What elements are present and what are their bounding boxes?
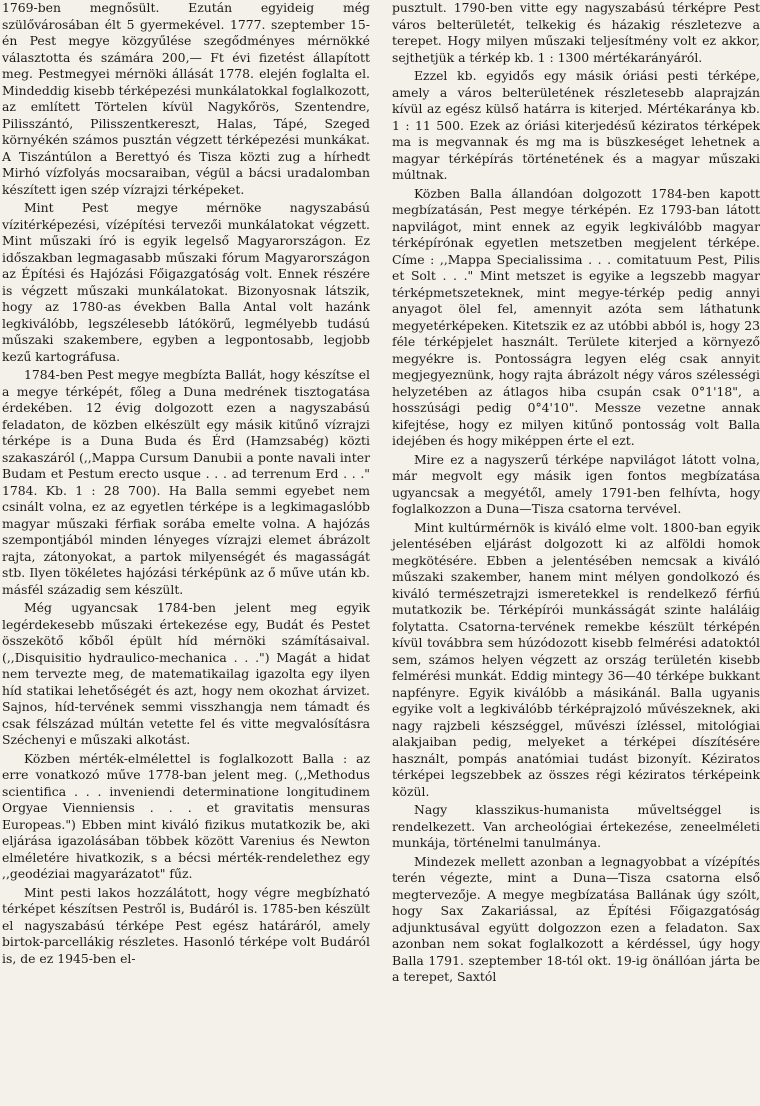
paragraph: Mire ez a nagyszerű térképe napvilágot látott volna, már megvolt egy másik igen fontos megbízatása ugyancsak a megyétől, amely 1791-ben felhívta, hogy foglalkozzon a Duna—Tisza csatorna tervével. <box>392 451 760 516</box>
paragraph: Mint pesti lakos hozzálátott, hogy végre megbízható térképet készítsen Pestről is, Budáról is. 1785-ben készült el nagyszabású térképe Pest egész határáról, amely birtok-parcellákig részletes. Hasonló térképe volt Budáról is, de ez 1945-ben el- <box>2 884 370 966</box>
paragraph: pusztult. 1790-ben vitte egy nagyszabású térképre Pest város belterületét, telkekig és házakig részletezve a terepet. Hogy milyen műszaki teljesítmény volt ez akkor, sejthetjük a térkép kb. 1 : 1300 mértékarányáról. <box>392 0 760 65</box>
paragraph: 1769-ben megnősült. Ezután egyideig még szülővárosában élt 5 gyermekével. 1777. szeptember 15-én Pest megye közgyűlése szegődményes mérnökké választotta és számára 200,— Ft évi fizetést állapított meg. Pestmegyei mérnöki állását 1778. elején foglalta el. Mindeddig kisebb térképezési munkálatokkal foglalkozott, az említett Törtelen kívül Nagykőrös, Szentendre, Pilisszántó, Pilisszentkereszt, Halas, Tápé, Szeged környékén számos pusztán végzett térképezési munkákat. A Tiszántúlon a Berettyó és Tisza közti zug a hírhedt Mirhó vízfolyás mocsaraiban, végül a bácsi uradalomban készített igen szép vízrajzi térképeket. <box>2 0 370 197</box>
paragraph: Mint kultúrmérnök is kiváló elme volt. 1800-ban egyik jelentésében eljárást dolgozott ki az alföldi homok megkötésére. Ebben a jelentésében nemcsak a kiváló műszaki szakember, hanem mint mélyen gondolkozó és kiváló természetrajzi ismeretekkel is rendelkező férfiú mutatkozik be. Térképírói munkásságát szinte haláláig folytatta. Csatorna-tervének remekbe készült térképén kívül továbbra sem húzódozott kisebb felmérési adatoktól sem, számos helyen végzett az ország területén kisebb felmérési munkát. Eddig mintegy 36—40 térképe bukkant napfényre. Egyik kiválóbb a másikánál. Balla ugyanis egyike volt a legkiválóbb térképrajzoló művészeknek, aki nagy rajzbeli készséggel, művészi ízléssel, mitológiai alakjaiban pedig, melyeket a térképei díszítésére használt, pompás anatómiai tudást bizonyít. Kéziratos térképei legszebbek az összes régi kéziratos térképeink közül. <box>392 519 760 799</box>
paragraph: Mint Pest megye mérnöke nagyszabású vízitérképezési, vízépítési tervezői munkálatokat végzett. Mint műszaki író is egyik legelső Magyarországon. Ez időszakban legmagasabb műszaki fórum Magyarországon az Építési és Hajózási Főigazgatóság volt. Ennek részére is végzett műszaki munkálatokat. Bizonyosnak látszik, hogy az 1780-as években Balla Antal volt hazánk legkiválóbb, legszélesebb látókörű, legmélyebb tudású műszaki szakembere, egyben a legpontosabb, legjobb kezű kartográfusa. <box>2 200 370 364</box>
paragraph: Közben mérték-elmélettel is foglalkozott Balla : az erre vonatkozó műve 1778-ban jelent meg. (,,Methodus scientifica . . . inveniendi determinatione longitudinem Orgyae Vienniensis . . . et gravitatis mensuras Europeas.") Ebben mint kiváló fizikus mutatkozik be, aki eljárása igazolásában többek között Varenius és Newton elméletére hivatkozik, s a bécsi mérték-rendelethez egy ,,geodéziai magyarázatot" fűz. <box>2 750 370 881</box>
paragraph: Közben Balla állandóan dolgozott 1784-ben kapott megbízatásán, Pest megye térképén. Ez 1793-ban látott napvilágot, mint ennek az egyik legkiválóbb magyar térképírónak egyetlen metszetben megjelent térképe. Címe : ,,Mappa Specialissima . . . comitatuum Pest, Pilis et Solt . . ." Mint metszet is egyike a legszebb magyar térképmetszeteknek, mint megye-térkép pedig annyi anyagot ölel fel, amennyit azóta sem láthatunk megyetérképeken. Kitetszik ez az utóbbi abból is, hogy 23 féle térképjelet használt. Területe kiterjed a környező megyékre is. Pontosságra legyen elég csak annyit megjegyeznünk, hogy rajta ábrázolt négy város szélességi helyzetében az átlagos hiba csupán csak 0°1'18", a hosszúsági pedig 0°4'10". Messze vezetne annak kifejtése, hogy ez milyen kitűnő pontosság volt Balla idejében és hogy miképpen érte el ezt. <box>392 185 760 448</box>
paragraph: 1784-ben Pest megye megbízta Ballát, hogy készítse el a megye térképét, főleg a Duna medrének tisztogatása érdekében. 12 évig dolgozott ezen a nagyszabású feladaton, de közben elkészült egy másik kitűnő vízrajzi térképe is a Duna Buda és Érd (Hamzsabég) közti szakaszáról (,,Mappa Cursum Danubii a ponte navali inter Budam et Pestum erecto usque . . . ad terrenum Erd . . ." 1784. Kb. 1 : 28 700). Ha Balla semmi egyebet nem csinált volna, ez az egyetlen térképe is a legkimagaslóbb magyar műszaki férfiak sorába emelte volna. A hajózás szempontjából minden lényeges vízrajzi elemet ábrázolt rajta, zátonyokat, a partok milyenségét és magasságát stb. Ilyen tökéletes hajózási térképünk az ő műve után kb. másfél századig sem készült. <box>2 367 370 597</box>
paragraph: Még ugyancsak 1784-ben jelent meg egyik legérdekesebb műszaki értekezése egy, Budát és Pestet összekötő kőből épült híd mérnöki számításaival. (,,Disquisitio hydraulico-mechanica . . .") Magát a hidat nem tervezte meg, de matematikailag igazolta egy ilyen híd statikai lehetőségét és azt, hogy nem okozhat árvizet. Sajnos, híd-tervének semmi visszhangja nem támadt és csak félszázad múltán vetette fel és vitte megvalósításra Széchenyi e műszaki alkotást. <box>2 600 370 747</box>
right-column <box>392 0 760 988</box>
paragraph: Nagy klasszikus-humanista műveltséggel is rendelkezett. Van archeológiai értekezése, zeneelméleti munkája, történelmi tanulmánya. <box>392 802 760 850</box>
left-column <box>2 0 370 969</box>
paragraph: Mindezek mellett azonban a legnagyobbat a vízépítés terén végezte, mint a Duna—Tisza csatorna első megtervezője. A megye megbízatása Ballának úgy szólt, hogy Sax Zakariással, az Építési Főigazgatóság adjunktusával együtt dolgozzon ezen a feladaton. Sax azonban nem sokat foglalkozott a kérdéssel, úgy hogy Balla 1791. szeptember 18-tól okt. 19-ig önállóan járta be a terepet, Saxtól <box>392 853 760 984</box>
paragraph: Ezzel kb. egyidős egy másik óriási pesti térképe, amely a város belterületének részletesebb alaprajzán kívül az egész külső határra is kiterjed. Mértékaránya kb. 1 : 11 500. Ezek az óriási kiterjedésű kéziratos térképek ma is megvannak és mg ma is büszkeséget lehetnek a magyar térképírás történetének és a magyar műszaki múltnak. <box>392 68 760 182</box>
